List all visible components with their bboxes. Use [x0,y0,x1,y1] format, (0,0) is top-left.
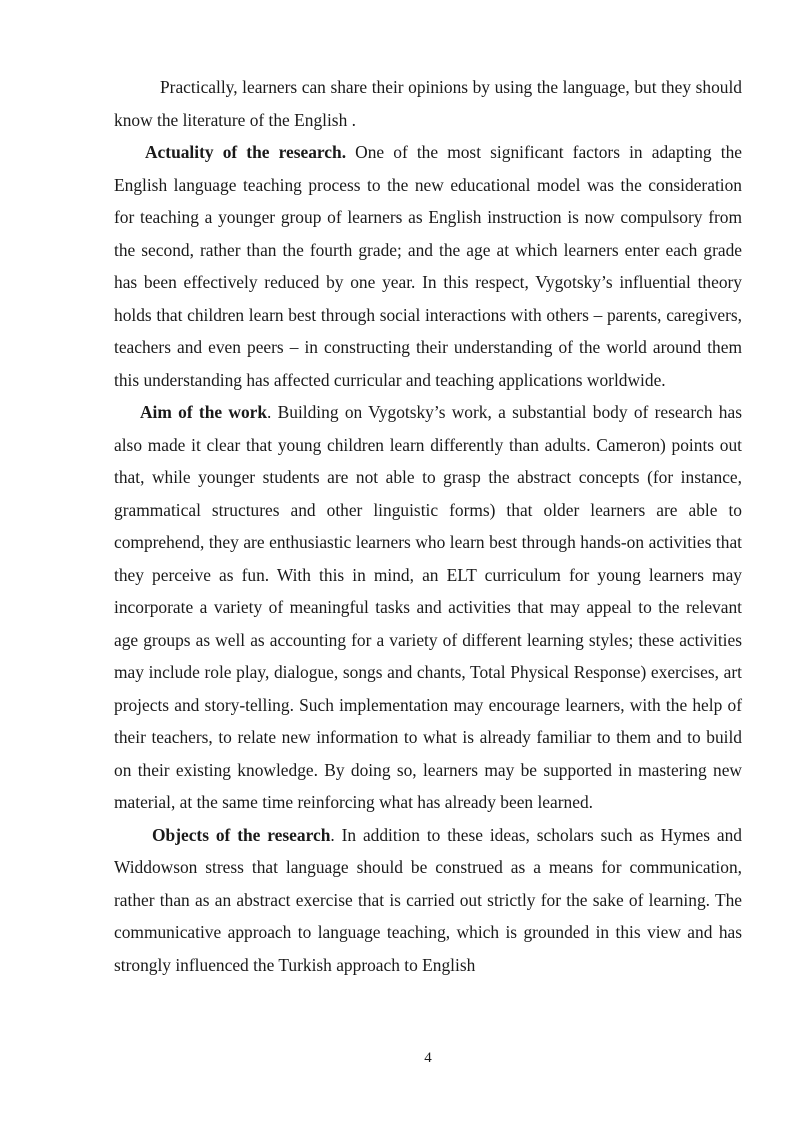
paragraph-intro [114,71,742,136]
heading-actuality: Actuality of the research. [145,142,347,162]
paragraph-aim [114,396,742,819]
paragraph-intro-text: Practically, learners can share their opinions by using the language, but they should know the literature of the English . [114,77,742,130]
heading-aim: Aim of the work [140,402,268,422]
body-text [114,71,742,981]
paragraph-actuality [114,136,742,396]
heading-objects: Objects of the research [152,824,331,845]
paragraph-objects-text: . In addition to these ideas, scholars such as Hymes and Widdowson stress that language should be construed as a means for communication, rather than as an abstract exercise that is carried out strictly for the sake of learning. The communicative approach to language teaching, which is grounded in this view and has strongly influenced the Turkish approach to English [114,824,742,975]
paragraph-aim-text: . Building on Vygotsky’s work, a substantial body of research has also made it clear that young children learn differently than adults. Cameron) points out that, while younger students are not able to grasp the abstract concepts (for instance, grammatical structures and other linguistic forms) that older learners are able to comprehend, they are enthusiastic learners who learn best through hands-on activities that they perceive as fun. With this in mind, an ELT curriculum for young learners may incorporate a variety of meaningful tasks and activities that may appeal to the relevant age groups as well as accounting for a variety of different learning styles; these activities may include role play, dialogue, songs and chants, Total Physical Response) exercises, art projects and story-telling. Such implementation may encourage learners, with the help of their teachers, to relate new information to what is already familiar to them and to build on their existing knowledge. By doing so, learners may be supported in mastering new material, at the same time reinforcing what has already been learned. [114,402,742,812]
paragraph-objects [114,819,742,982]
paragraph-actuality-text: One of the most significant factors in adapting the English language teaching process to the new educational model was the consideration for teaching a younger group of learners as English instruction is now compulsory from the second, rather than the fourth grade; and the age at which learners enter each grade has been effectively reduced by one year. In this respect, Vygotsky’s influential theory holds that children learn best through social interactions with others – parents, caregivers, teachers and even peers – in constructing their understanding of the world around them this understanding has affected curricular and teaching applications worldwide. [114,142,742,390]
page-number: 4 [424,1050,432,1066]
